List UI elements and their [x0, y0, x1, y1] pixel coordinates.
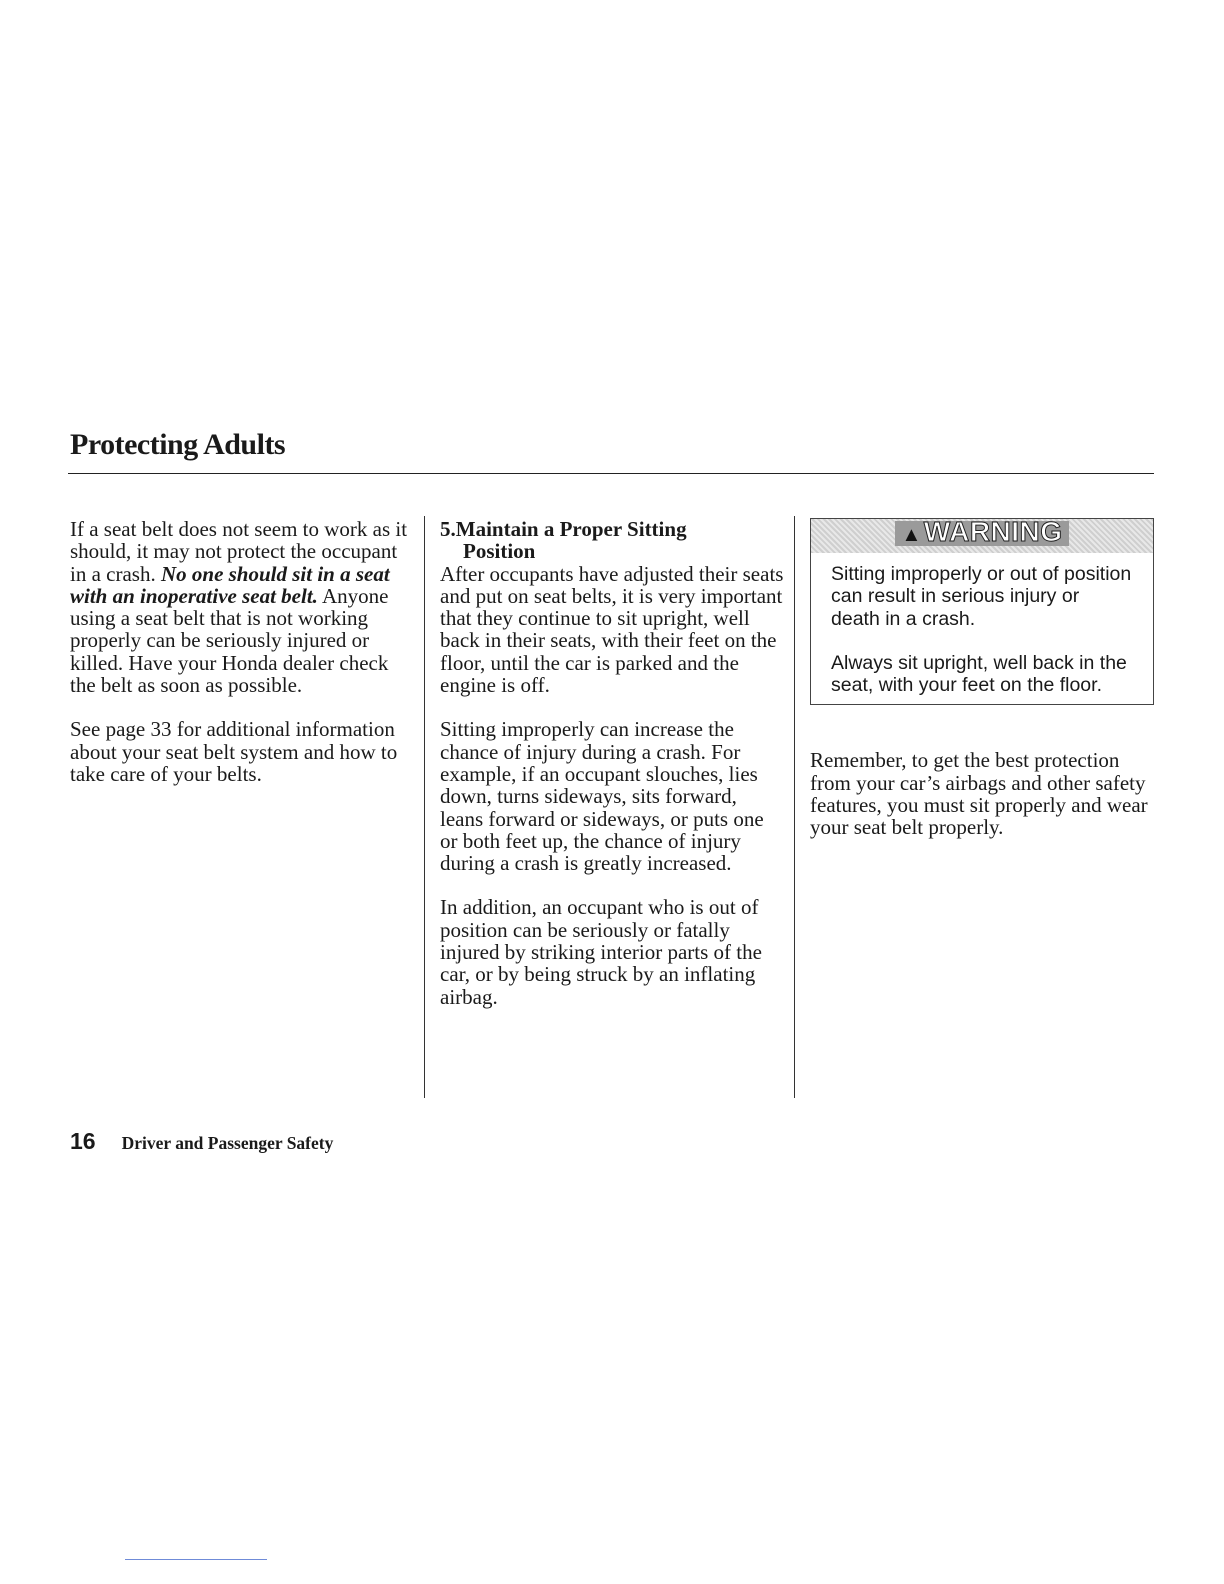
sitting-improperly-paragraph: Sitting improperly can increase the chance of injury during a crash. For example, if an occupant slouches, lies down, turns sideways, sits forward, leans forward or sideways, or puts one or both feet up, the chance of injury during a crash is greatly increased. — [440, 717, 764, 876]
warning-header — [811, 516, 1153, 553]
page-footer — [70, 1128, 333, 1155]
warning-triangle-icon: ▲ — [901, 524, 922, 546]
warning-body — [811, 553, 1153, 704]
title-rule — [68, 473, 1154, 474]
warning-label-text: WARNING — [923, 516, 1063, 547]
remember-paragraph: Remember, to get the best protection from your car’s airbags and other safety features, you must sit properly and wear your seat belt properly. — [810, 748, 1148, 840]
see-page-paragraph: See page 33 for additional information about your seat belt system and how to take care of your belts. — [70, 717, 398, 786]
section-heading-continued: Position — [463, 539, 536, 564]
seat-belt-text-start: If a seat belt does not seem to work as it should, it may not protect the occupant in a crash. — [70, 517, 408, 586]
page-title: Protecting Adults — [70, 428, 286, 461]
column-divider-2 — [794, 516, 795, 1098]
seat-belt-paragraph — [70, 518, 415, 696]
column-3 — [810, 518, 1155, 861]
warning-label — [895, 516, 1068, 547]
warning-text-1: Sitting improperly or out of position can result in serious injury or death in a crash. — [831, 563, 1132, 630]
seat-belt-text-end: Anyone using a seat belt that is not working properly can be seriously injured or killed. Have your Honda dealer check the belt as soon as possible. — [70, 583, 389, 698]
bottom-divider — [125, 1559, 267, 1560]
section-heading: 5.Maintain a Proper Sitting — [440, 517, 687, 541]
footer-section-label: Driver and Passenger Safety — [121, 1133, 334, 1153]
warning-box — [810, 518, 1154, 705]
sitting-position-paragraph: After occupants have adjusted their seats and put on seat belts, it is very important that they continue to sit upright, well back in their seats, with their feet on the floor, until the car is parked and the engine is off. — [440, 561, 784, 698]
warning-text-2: Always sit upright, well back in the seat, with your feet on the floor. — [831, 651, 1127, 697]
column-2 — [440, 518, 785, 1030]
out-of-position-paragraph: In addition, an occupant who is out of position can be seriously or fatally injured by striking interior parts of the car, or by being struck by an inflating airbag. — [440, 895, 762, 1009]
column-1 — [70, 518, 415, 807]
column-divider-1 — [424, 516, 425, 1098]
seat-belt-emphasis: No one should sit in a seat with an inoperative seat belt. — [70, 561, 390, 608]
page-number: 16 — [70, 1128, 96, 1154]
